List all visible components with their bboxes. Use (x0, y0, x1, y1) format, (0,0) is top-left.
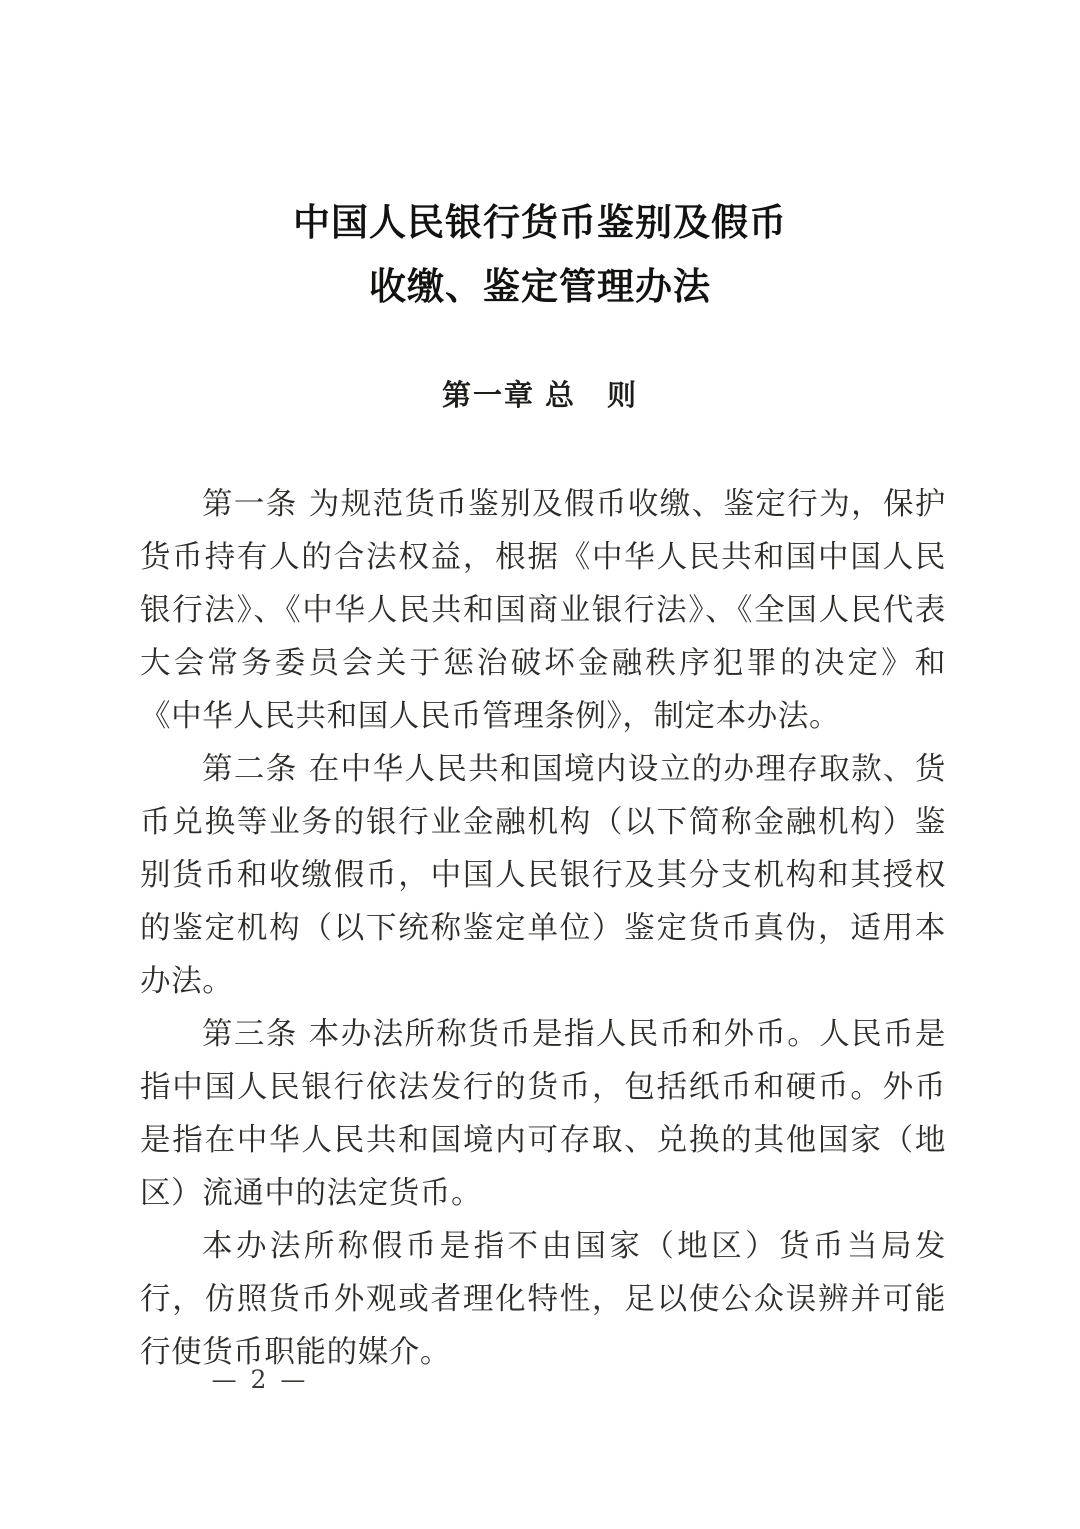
article-paragraph-4: 本办法所称假币是指不由国家（地区）货币当局发行，仿照货币外观或者理化特性，足以使公众误辨并可能行使货币职能的媒介。 (140, 1229, 946, 1370)
document-title (0, 190, 1080, 318)
article-paragraph-1: 第一条 为规范货币鉴别及假币收缴、鉴定行为，保护货币持有人的合法权益，根据《中华人民共和国中国人民银行法》、《中华人民共和国商业银行法》、《全国人民代表大会常务委员会关于惩治破坏金融秩序犯罪的决定》和《中华人民共和国人民币管理条例》，制定本办法。 (140, 487, 946, 734)
document-title-line-1: 中国人民银行货币鉴别及假币 (293, 200, 787, 244)
document-title-line-2: 收缴、鉴定管理办法 (369, 264, 711, 308)
document-body (140, 478, 946, 1379)
page-number: — 2 — (211, 1365, 309, 1394)
chapter-heading: 第一章 总 则 (441, 380, 639, 412)
article-paragraph-3: 第三条 本办法所称货币是指人民币和外币。人民币是指中国人民银行依法发行的货币，包括纸币和硬币。外币是指在中华人民共和国境内可存取、兑换的其他国家（地区）流通中的法定货币。 (140, 1017, 946, 1211)
article-paragraph-2: 第二条 在中华人民共和国境内设立的办理存取款、货币兑换等业务的银行业金融机构（以下简称金融机构）鉴别货币和收缴假币，中国人民银行及其分支机构和其授权的鉴定机构（以下统称鉴定单位）鉴定货币真伪，适用本办法。 (140, 752, 946, 999)
